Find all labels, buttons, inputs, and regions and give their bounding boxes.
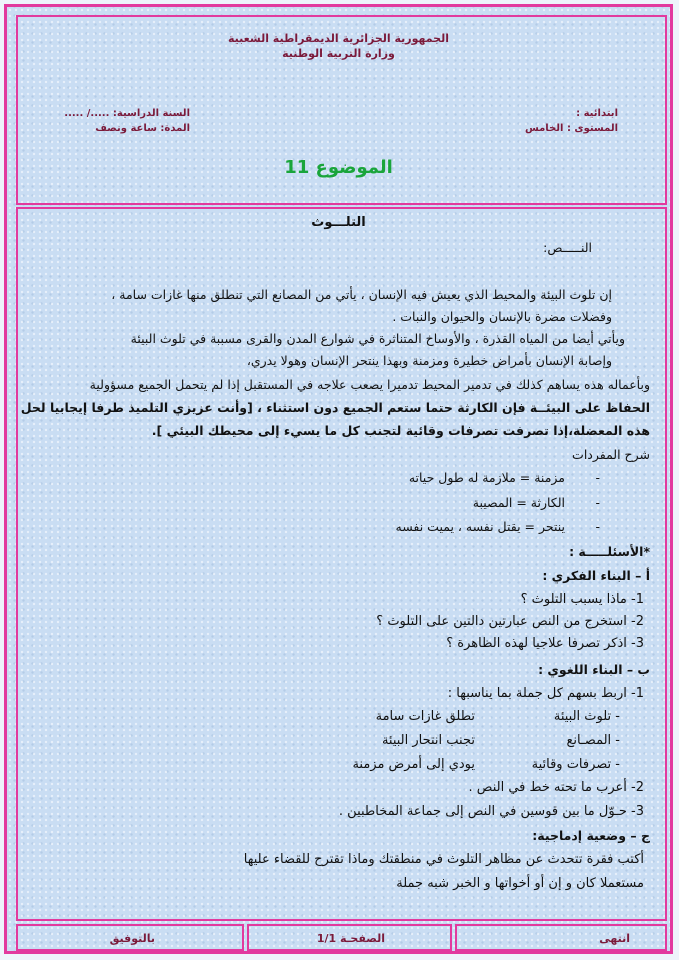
match-left-2: - المصـانع [566, 733, 620, 748]
text-line-4: وإصابة الإنسان بأمراض خطيرة ومزمنة وبهذا ينتحر الإنسان وهولا يدري، [246, 353, 612, 368]
text-line-1: إن تلوث البيئة والمحيط الذي يعيش فيه الإنسان ، يأتي من المصانع التي تنطلق منها غازات سامة ، [111, 287, 612, 302]
question-b-1: 1- اربط بسهم كل جملة بما يناسبها : [447, 686, 644, 701]
duration-label: المدة: ساعة ونصف [95, 123, 190, 134]
vocabulary-item-1: مزمنة = ملازمة له طول حياته [408, 470, 565, 485]
year-label: السنة الدراسية: ...../ ..... [64, 108, 190, 119]
footer-page: الصفحـة 1/1 [316, 932, 385, 945]
question-a-1: 1- ماذا يسبب التلوث ؟ [520, 592, 644, 607]
part-a-heading: أ – البناء الفكري : [542, 568, 650, 583]
match-right-3: يودي إلى أمرض مزمنة [352, 757, 475, 772]
text-line-7: هذه المعضلة،إذا تصرفت تصرفات وقائية لتجنب كل ما يسيء إلى محيطك البيئي ]. [151, 423, 650, 438]
text-label: النـــــص: [543, 240, 592, 255]
question-a-3: 3- اذكر تصرفا علاجيا لهذه الظاهرة ؟ [446, 636, 644, 651]
level-label: المستوى : الخامس [524, 123, 618, 134]
match-right-2: تجنب انتحار البيئة [381, 733, 475, 748]
footer-luck: بالتوفيق [109, 932, 155, 945]
exam-sheet [4, 4, 673, 954]
ministry-title: وزارة التربية الوطنية [282, 47, 395, 60]
part-b-heading: ب – البناء اللغوي : [538, 662, 650, 677]
vocabulary-dash-2: - [595, 495, 600, 510]
question-b-2: 2- أعرب ما تحته خط في النص . [468, 780, 644, 795]
footer-cell-right [455, 924, 667, 951]
vocabulary-dash-3: - [595, 519, 600, 534]
match-right-1: تطلق غازات سامة [375, 709, 475, 724]
text-title: التلـــوث [311, 215, 366, 230]
school-label: ابتدائية : [576, 108, 618, 119]
question-a-2: 2- استخرج من النص عبارتين دالتين على التلوث ؟ [376, 614, 644, 629]
republic-title: الجمهورية الجزائرية الديمقراطية الشعبية [228, 32, 449, 45]
text-line-6: الحفاظ على البيئــة فإن الكارثة حتما ستعم الجميع دون استثناء ، [وأنت عزيزي التلميذ طرفا إيجابيا لحل [20, 400, 650, 415]
text-line-5: وبأعماله هذه يساهم كذلك في تدمير المحيط تدميرا يصعب علاجه في المستقبل إذا لم يتحمل الجميع مسؤولية [89, 377, 650, 392]
vocabulary-label: شرح المفردات [572, 447, 650, 462]
vocabulary-item-2: الكارثة = المصيبة [472, 495, 565, 510]
subject-title: الموضوع 11 [284, 157, 393, 178]
text-line-3: ويأتي أيضا من المياه القذرة ، والأوساخ المتناثرة في شوارع المدن والقرى مسببة في تلوث البيئة [130, 331, 625, 346]
question-b-3: 3- حـوّل ما بين قوسين في النص إلى جماعة المخاطبين . [338, 804, 644, 819]
vocabulary-item-3: ينتحر = يقتل نفسه ، يميت نفسه [395, 519, 565, 534]
text-line-2: وفضلات مضرة بالإنسان والحيوان والنبات . [392, 309, 612, 324]
part-c-line-1: أكتب فقرة تتحدث عن مظاهر التلوث في منطقتك وماذا تقترح للقضاء عليها [243, 852, 644, 867]
questions-heading: *الأسئلـــــة : [569, 544, 650, 559]
match-left-1: - تلوث البيئة [553, 709, 620, 724]
part-c-line-2: مستعملا كان و إن أو أخواتها و الخبر شبه جملة [396, 876, 644, 891]
footer-end: انتهى [599, 932, 630, 945]
match-left-3: - تصرفات وقائية [531, 757, 620, 772]
part-c-heading: ج – وضعية إدماجية: [532, 828, 650, 843]
vocabulary-dash-1: - [595, 470, 600, 485]
